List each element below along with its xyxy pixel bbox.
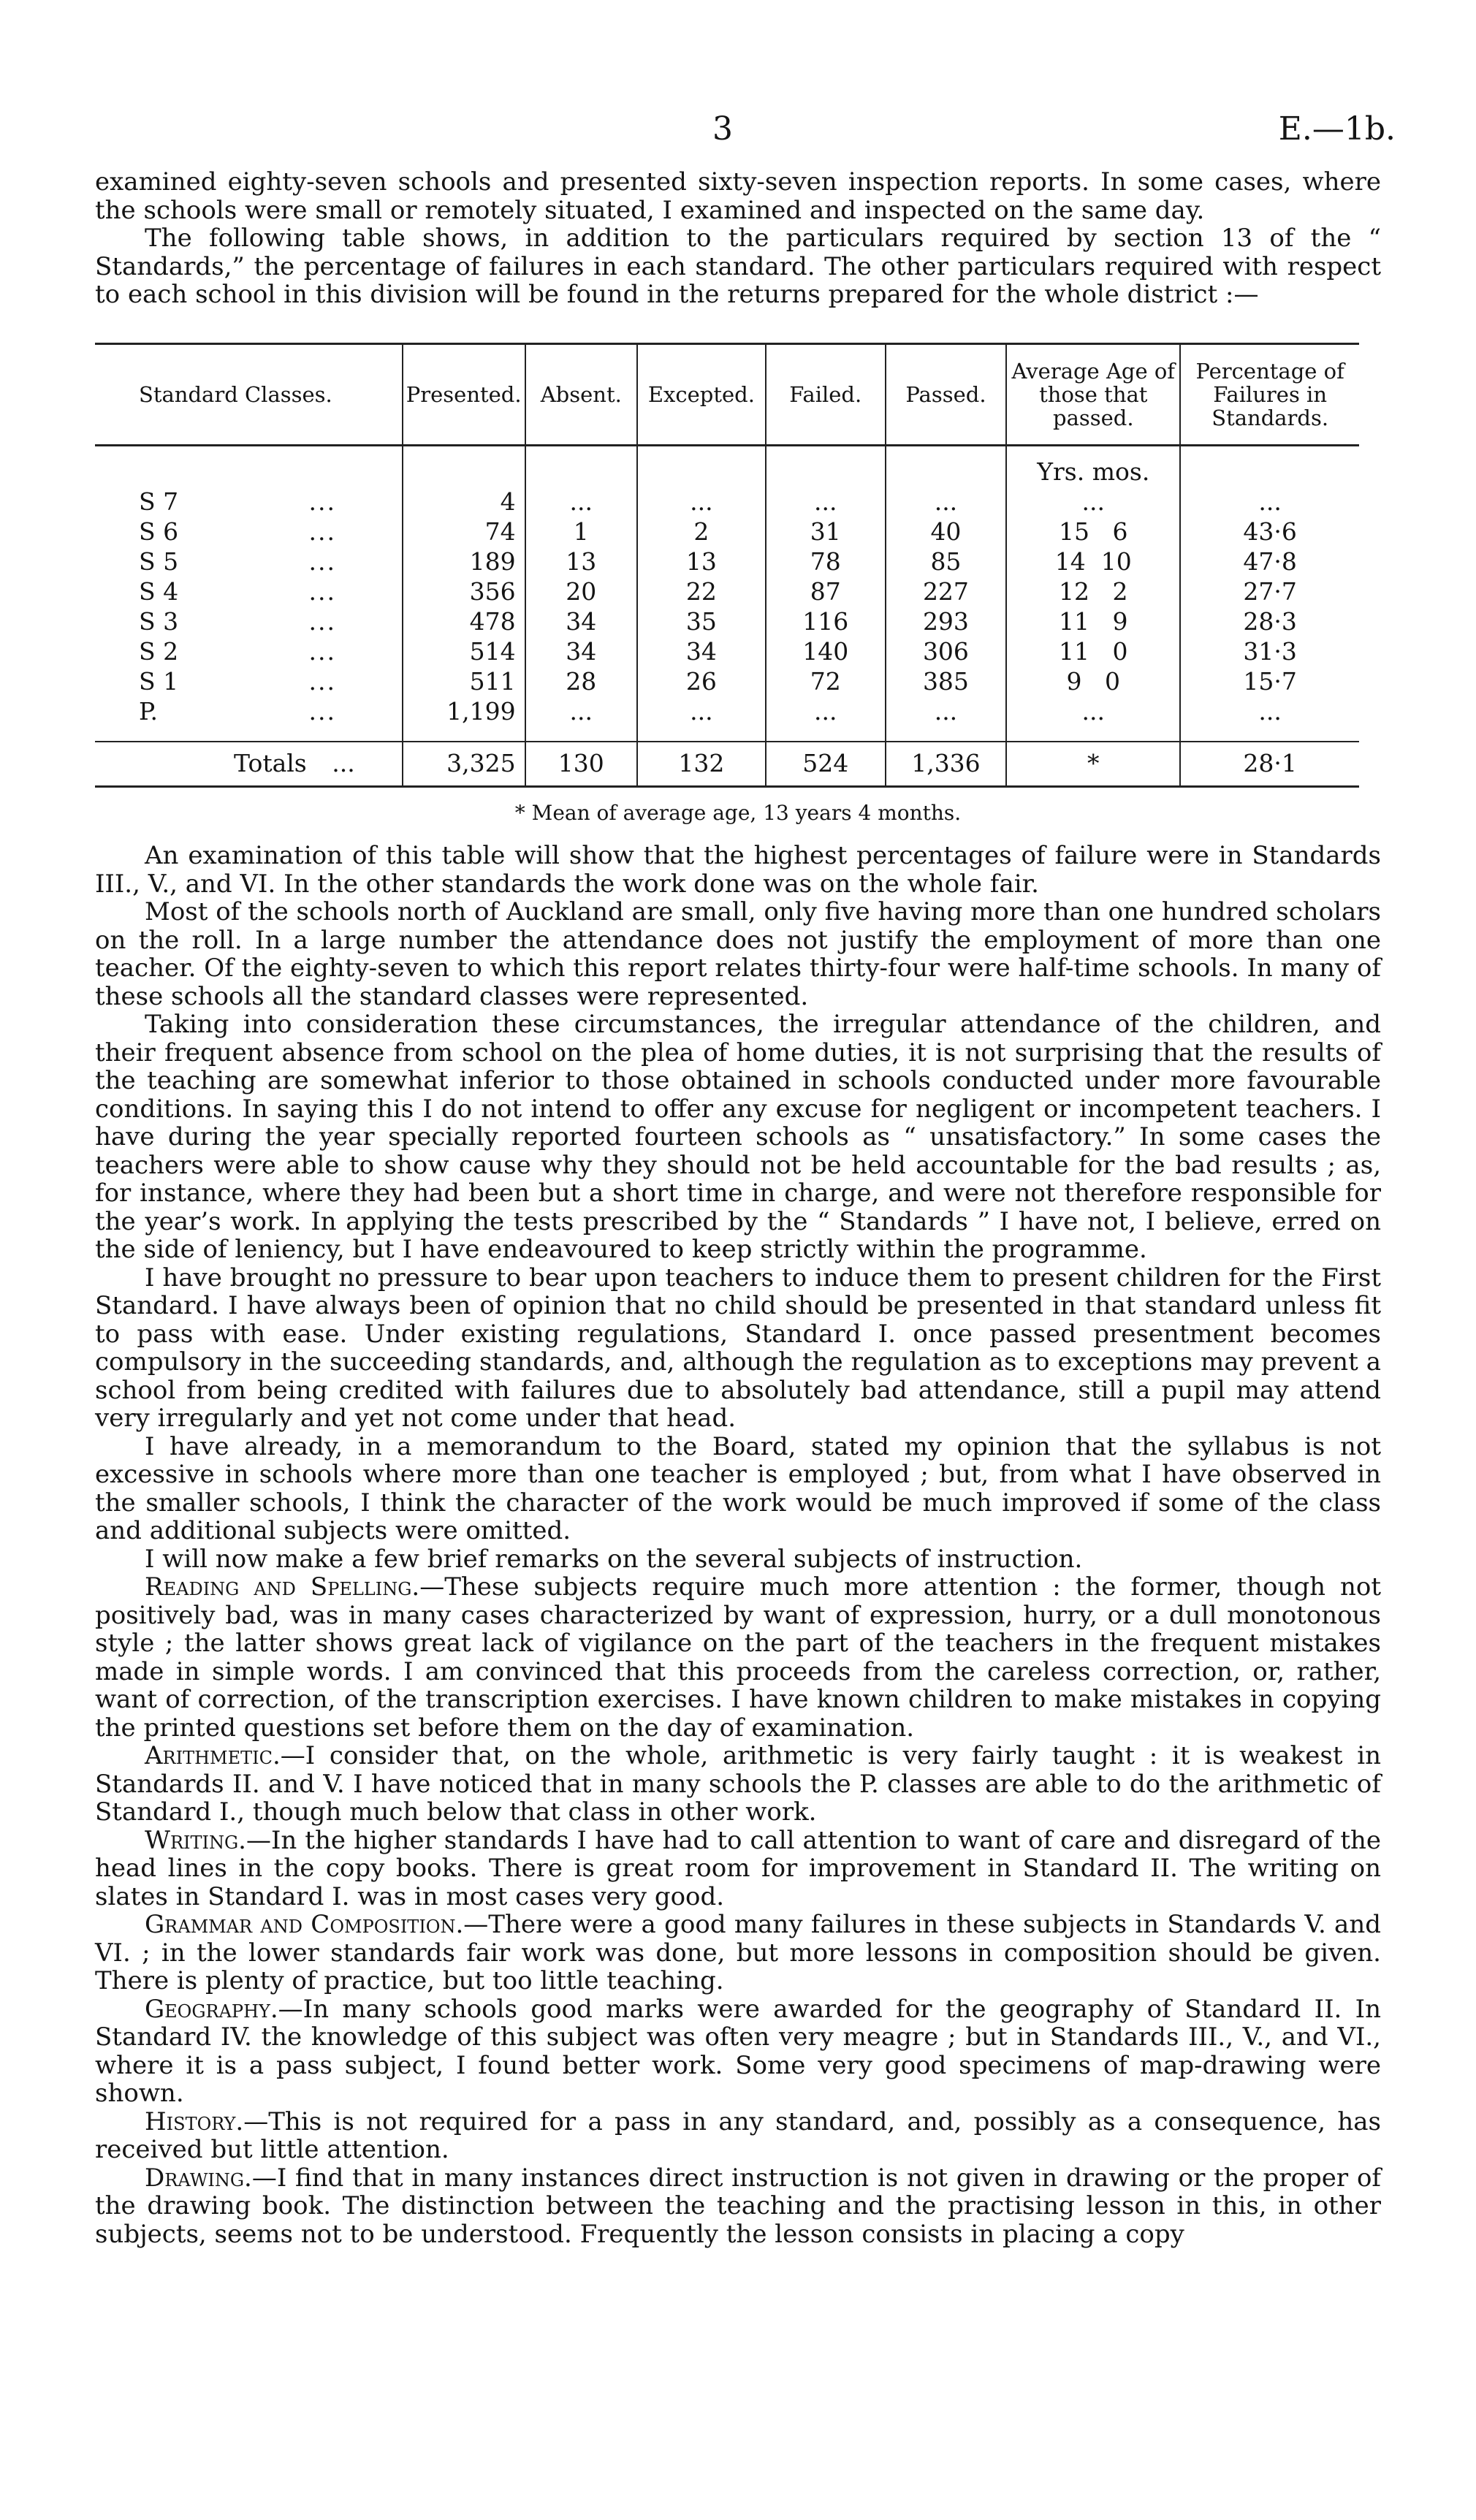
cell-presented: 1,199 xyxy=(403,696,525,726)
cell-age: ... xyxy=(1006,487,1180,517)
body-paragraph xyxy=(95,1995,1381,2108)
cell-passed: 40 xyxy=(886,517,1007,547)
cell-passed: ... xyxy=(886,487,1007,517)
body-paragraph xyxy=(95,1433,1381,1545)
cell-excepted: 34 xyxy=(637,636,766,666)
cell-absent: 28 xyxy=(525,666,637,696)
paragraph-text: I have brought no pressure to bear upon teachers to induce them to present children for the First Standard. I have always been of opinion that no child should be presented in that standard unless fit to pass with ease. Under existing regulations, Standard I. once passed presentment becomes compulsory in the succeeding standards, and, although the regulation as to exceptions may prevent a school from being credited with failures due to absolutely bad attendance, still a pupil may attend very irregularly and yet not come under that head. xyxy=(95,1263,1381,1433)
body-paragraph xyxy=(95,1264,1381,1433)
leader-dots: ... xyxy=(308,487,336,516)
leader-dots: ... xyxy=(308,517,336,546)
cell-absent: ... xyxy=(525,696,637,726)
cell-pct: 28·3 xyxy=(1180,606,1359,636)
standard-label: S 5 xyxy=(139,547,179,576)
subject-heading: Drawing. xyxy=(145,2163,252,2193)
cell-passed: 227 xyxy=(886,576,1007,606)
cell-presented: 74 xyxy=(403,517,525,547)
cell-age: ... xyxy=(1006,696,1180,726)
cell-presented: 356 xyxy=(403,576,525,606)
table-header-row xyxy=(95,343,1359,445)
cell-failed: ... xyxy=(766,487,886,517)
cell-age: 15 6 xyxy=(1006,517,1180,547)
cell-failed: 116 xyxy=(766,606,886,636)
totals-age: * xyxy=(1006,742,1180,787)
table-row xyxy=(95,576,1359,606)
body-paragraph xyxy=(95,842,1381,898)
body-paragraph xyxy=(95,898,1381,1010)
body-paragraph xyxy=(95,2108,1381,2164)
totals-failed: 524 xyxy=(766,742,886,787)
cell-pct: ... xyxy=(1180,696,1359,726)
totals-label: Totals xyxy=(234,748,307,777)
totals-row xyxy=(95,742,1359,787)
body-paragraph xyxy=(95,1742,1381,1827)
totals-percentage: 28·1 xyxy=(1180,742,1359,787)
totals-passed: 1,336 xyxy=(886,742,1007,787)
cell-excepted: 26 xyxy=(637,666,766,696)
cell-excepted: 35 xyxy=(637,606,766,636)
series-code: E.—1b. xyxy=(1278,110,1396,148)
cell-failed: ... xyxy=(766,696,886,726)
cell-absent: 34 xyxy=(525,606,637,636)
cell-failed: 87 xyxy=(766,576,886,606)
body-paragraph xyxy=(95,1911,1381,1995)
paragraph-text: —This is not required for a pass in any standard, and, possibly as a consequence, has received but little attention. xyxy=(95,2106,1381,2164)
subject-heading: Geography. xyxy=(145,1994,278,2024)
standard-label: S 3 xyxy=(139,606,179,636)
paragraph-text: Taking into consideration these circumstances, the irregular attendance of the children, and their frequent absence from school on the plea of home duties, it is not surprising that the results of the teaching are somewhat inferior to those obtained in schools conducted under more favourable conditions. In saying this I do not intend to offer any excuse for negligent or incompetent teachers. I have during the year specially reported fourteen schools as “ unsatisfactory.” In some cases the teachers were able to show cause why they should not be held accountable for the bad results ; as, for instance, where they had been but a short time in charge, and were not therefore responsible for the year’s work. In applying the tests prescribed by the “ Standards ” I have not, I believe, erred on the side of leniency, but I have endeavoured to keep strictly within the programme. xyxy=(95,1010,1381,1264)
col-excepted: Excepted. xyxy=(637,343,766,445)
row-standard-cell xyxy=(95,487,403,517)
standard-label: S 7 xyxy=(139,487,179,516)
body-paragraph xyxy=(95,1827,1381,1911)
standard-label: S 4 xyxy=(139,576,179,606)
cell-passed: ... xyxy=(886,696,1007,726)
col-standard-classes: Standard Classes. xyxy=(139,381,332,407)
cell-failed: 140 xyxy=(766,636,886,666)
body-text xyxy=(95,842,1381,2248)
cell-excepted: ... xyxy=(637,696,766,726)
cell-age: 14 10 xyxy=(1006,547,1180,576)
body-paragraph xyxy=(95,2164,1381,2249)
row-standard-cell xyxy=(95,576,403,606)
totals-absent: 130 xyxy=(525,742,637,787)
cell-absent: 20 xyxy=(525,576,637,606)
cell-presented: 511 xyxy=(403,666,525,696)
cell-passed: 385 xyxy=(886,666,1007,696)
table-row xyxy=(95,666,1359,696)
paragraph-text: —I find that in many instances direct instruction is not given in drawing or the proper of the drawing book. The distinction between the teaching and the practising lesson in this, in other subjects, seems not to be understood. Frequently the lesson consists in placing a copy xyxy=(95,2163,1381,2249)
col-absent: Absent. xyxy=(525,343,637,445)
intro-paragraph-2: The following table shows, in addition to the particulars required by section 13 of the “ Standards,” the percentage of failures in each standard. The other particulars required with respect to each school in this division will be found in the returns prepared for the whole district :— xyxy=(95,224,1381,309)
standards-table xyxy=(95,343,1359,788)
cell-age: 11 9 xyxy=(1006,606,1180,636)
leader-dots: ... xyxy=(308,696,336,726)
totals-dots: ... xyxy=(332,748,355,777)
leader-dots: ... xyxy=(308,636,336,666)
cell-absent: 34 xyxy=(525,636,637,666)
cell-age: 12 2 xyxy=(1006,576,1180,606)
page xyxy=(95,110,1396,2249)
page-header xyxy=(95,110,1396,168)
cell-presented: 514 xyxy=(403,636,525,666)
intro-paragraph-1: examined eighty-seven schools and presented sixty-seven inspection reports. In some cases, where the schools were small or remotely situated, I examined and inspected on the same day. xyxy=(95,167,1381,225)
cell-passed: 306 xyxy=(886,636,1007,666)
page-number: 3 xyxy=(712,110,733,148)
cell-passed: 85 xyxy=(886,547,1007,576)
table-row xyxy=(95,547,1359,576)
paragraph-text: —In the higher standards I have had to call attention to want of care and disregard of the head lines in the copy books. There is great room for improvement in Standard II. The writing on slates in Standard I. was in most cases very good. xyxy=(95,1825,1381,1911)
cell-age: 11 0 xyxy=(1006,636,1180,666)
subject-heading: Arithmetic. xyxy=(145,1741,281,1770)
subject-heading: Writing. xyxy=(145,1825,246,1855)
cell-pct: 47·8 xyxy=(1180,547,1359,576)
subject-heading: Reading and Spelling. xyxy=(145,1572,420,1602)
cell-excepted: ... xyxy=(637,487,766,517)
row-standard-cell xyxy=(95,517,403,547)
col-average-age: Average Age of those that passed. xyxy=(1006,343,1180,445)
paragraph-text: —In many schools good marks were awarded for the geography of Standard II. In Standard IV. the knowledge of this subject was often very meagre ; but in Standards III., V., and VI., where it is a pass subject, I found better work. Some very good specimens of map-drawing were shown. xyxy=(95,1994,1381,2108)
row-standard-cell xyxy=(95,636,403,666)
standard-label: S 6 xyxy=(139,517,179,546)
col-presented: Presented. xyxy=(403,343,525,445)
cell-absent: ... xyxy=(525,487,637,517)
cell-passed: 293 xyxy=(886,606,1007,636)
cell-presented: 189 xyxy=(403,547,525,576)
row-standard-cell xyxy=(95,696,403,726)
cell-pct: 27·7 xyxy=(1180,576,1359,606)
cell-presented: 478 xyxy=(403,606,525,636)
paragraph-text: An examination of this table will show that the highest percentages of failure were in Standards III., V., and VI. In the other standards the work done was on the whole fair. xyxy=(95,841,1381,899)
cell-failed: 72 xyxy=(766,666,886,696)
table-row xyxy=(95,636,1359,666)
cell-presented: 4 xyxy=(403,487,525,517)
col-failed: Failed. xyxy=(766,343,886,445)
paragraph-text: —These subjects require much more attention : the former, though not positively bad, was in many cases characterized by want of expression, hurry, or a dull monotonous style ; the latter shows great lack of vigilance on the part of the teachers in the frequent mistakes made in simple words. I am convinced that this proceeds from the careless correction, or, rather, want of correction, of the transcription exercises. I have known children to make mistakes in copying the printed questions set before them on the day of examination. xyxy=(95,1572,1381,1743)
paragraph-text: Most of the schools north of Auckland are small, only five having more than one hundred scholars on the roll. In a large number the attendance does not justify the employment of more than one teacher. Of the eighty-seven to which this report relates thirty-four were half-time schools. In many of these schools all the standard classes were represented. xyxy=(95,897,1381,1011)
table-footnote: * Mean of average age, 13 years 4 months. xyxy=(514,800,962,825)
leader-dots: ... xyxy=(308,666,336,696)
col-passed: Passed. xyxy=(886,343,1007,445)
leader-dots: ... xyxy=(308,547,336,576)
paragraph-text: I will now make a few brief remarks on the several subjects of instruction. xyxy=(145,1544,1083,1574)
body-paragraph xyxy=(95,1545,1381,1574)
table-row xyxy=(95,606,1359,636)
age-units-label: Yrs. mos. xyxy=(1006,445,1180,487)
table-row xyxy=(95,517,1359,547)
table-spacer-row xyxy=(95,726,1359,742)
paragraph-text: —I consider that, on the whole, arithmetic is very fairly taught : it is weakest in Standards II. and V. I have noticed that in many schools the P. classes are able to do the arithmetic of Standard I., though much below that class in other work. xyxy=(95,1741,1381,1827)
cell-age: 9 0 xyxy=(1006,666,1180,696)
standard-label: S 2 xyxy=(139,636,179,666)
leader-dots: ... xyxy=(308,576,336,606)
standard-label: P. xyxy=(139,696,159,726)
cell-failed: 31 xyxy=(766,517,886,547)
paragraph-text: I have already, in a memorandum to the Board, stated my opinion that the syllabus is not excessive in schools where more than one teacher is employed ; but, from what I have observed in the smaller schools, I think the character of the work would be much improved if some of the class and additional subjects were omitted. xyxy=(95,1431,1381,1545)
cell-absent: 1 xyxy=(525,517,637,547)
row-standard-cell xyxy=(95,606,403,636)
cell-excepted: 13 xyxy=(637,547,766,576)
totals-excepted: 132 xyxy=(637,742,766,787)
cell-failed: 78 xyxy=(766,547,886,576)
subject-heading: Grammar and Composition. xyxy=(145,1910,464,1939)
paragraph-text: —There were a good many failures in these subjects in Standards V. and VI. ; in the lower standards fair work was done, but more lessons in composition should be given. There is plenty of practice, but too little teaching. xyxy=(95,1910,1381,1995)
table-row xyxy=(95,696,1359,726)
row-standard-cell xyxy=(95,547,403,576)
body-paragraph xyxy=(95,1573,1381,1742)
cell-pct: 31·3 xyxy=(1180,636,1359,666)
cell-pct: 15·7 xyxy=(1180,666,1359,696)
table-row xyxy=(95,487,1359,517)
totals-presented: 3,325 xyxy=(403,742,525,787)
cell-excepted: 2 xyxy=(637,517,766,547)
standard-label: S 1 xyxy=(139,666,179,696)
subject-heading: History. xyxy=(145,2106,244,2136)
body-paragraph xyxy=(95,1010,1381,1264)
col-percentage-failures: Percentage of Failures in Standards. xyxy=(1180,343,1359,445)
table-spacer-row xyxy=(95,445,1359,487)
cell-pct: ... xyxy=(1180,487,1359,517)
cell-excepted: 22 xyxy=(637,576,766,606)
leader-dots: ... xyxy=(308,606,336,636)
cell-absent: 13 xyxy=(525,547,637,576)
row-standard-cell xyxy=(95,666,403,696)
cell-pct: 43·6 xyxy=(1180,517,1359,547)
